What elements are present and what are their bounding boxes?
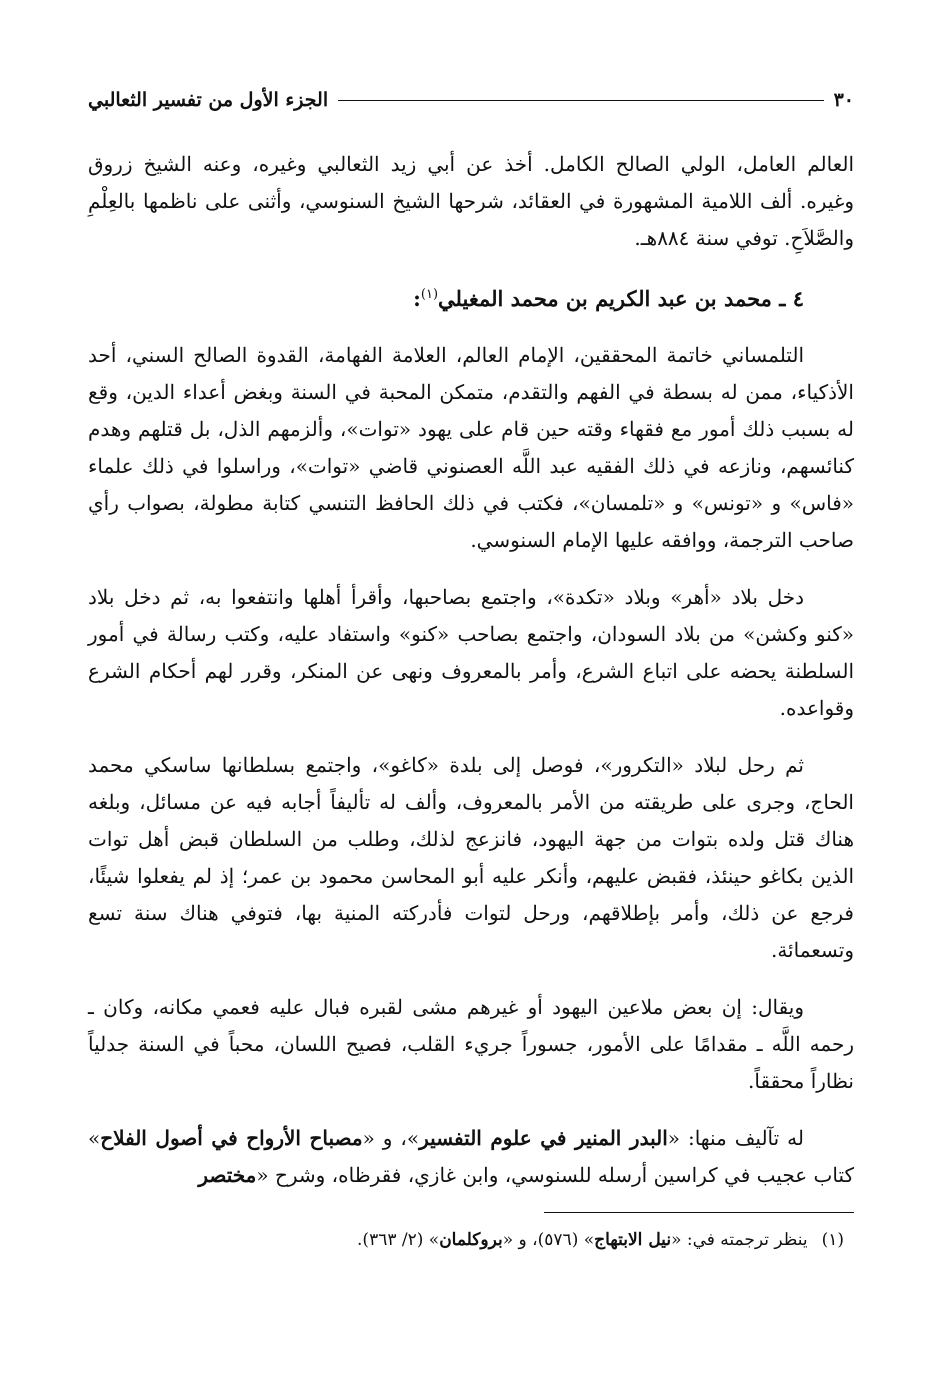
header-rule xyxy=(338,100,823,101)
footnote-mark: (١) xyxy=(821,1230,844,1250)
paragraph-continuation: العالم العامل، الولي الصالح الكامل. أخذ عن أبي زيد الثعالبي وغيره، وعنه الشيخ زروق وغيره. ألف اللامية المشهورة في العقائد، شرحها الشيخ السنوسي، وأثنى على ناظمها بالعِلْمِ والصَّلاَحِ. توفي سنة ٨٨٤هـ. xyxy=(88,152,854,250)
entry-heading-colon: : xyxy=(413,286,421,311)
book-title-misbah: مصباح الأرواح في أصول الفلاح xyxy=(100,1126,363,1150)
footnote-text-a: ينظر ترجمته في: « xyxy=(671,1230,808,1250)
book-page xyxy=(88,82,855,1250)
paragraph-travels: دخل بلاد «أهر» وبلاد «تكدة»، واجتمع بصاحبها، وأقرأ أهلها وانتفعوا به، ثم دخل بلاد «كنو وكشن» من بلاد السودان، واجتمع بصاحب «كنو» واستفاد عليه، وكتب رسالة في أمور السلطنة يحضه على اتباع الشرع، وأمر بالمعروف ونهى عن المنكر، وقرر لهم أحكام الشرع وقواعده. xyxy=(88,585,854,720)
main-text xyxy=(88,146,854,1194)
page-number: ٣٠ xyxy=(833,89,854,111)
paragraph-takrur: ثم رحل لبلاد «التكرور»، فوصل إلى بلدة «كاغو»، واجتمع بسلطانها ساسكي محمد الحاج، وجرى على طريقته من الأمر بالمعروف، وألف له تأليفاً أجابه فيه عن مسائل، وبلغه هناك قتل ولده بتوات من جهة اليهود، فانزعج لذلك، وطلب من السلطان قبض أهل توات الذين بكاغو حينئذ، فقبض عليهم، وأنكر عليه أبو المحاسن محمود بن عمر؛ إذ لم يفعلوا شيئًا، فرجع عن ذلك، وأمر بإطلاقهم، ورحل لتوات فأدركته المنية بها، فتوفي هناك سنة تسع وتسعمائة. xyxy=(88,753,855,962)
works-text-c: » كتاب عجيب في كراسين أرسله للسنوسي، وابن غازي، فقرظاه، وشرح « xyxy=(88,1126,854,1187)
paragraph-legacy: ويقال: إن بعض ملاعين اليهود أو غيرهم مشى لقبره فبال عليه فعمي مكانه، وكان ـ رحمه اللَّه ـ مقدامًا على الأمور، جسوراً جريء القلب، فصيح اللسان، محباً في السنة جدلياً نظاراً محققاً. xyxy=(88,995,854,1093)
paragraph-works xyxy=(88,1120,854,1194)
footnote-text-c: » (٢/ ٣٦٣). xyxy=(357,1230,440,1250)
book-title-mukhtasar: مختصر xyxy=(198,1163,257,1187)
works-text-a: له تآليف منها: « xyxy=(667,1126,804,1150)
footnote-book-nayl: نيل الابتهاج xyxy=(594,1230,672,1250)
running-title: الجزء الأول من تفسير الثعالبي xyxy=(88,89,329,111)
footnote-separator xyxy=(544,1212,854,1213)
paragraph-biography: التلمساني خاتمة المحققين، الإمام العالم، العلامة الفهامة، القدوة الصالح السني، أحد الأذكياء، ممن له بسطة في الفهم والتقدم، متمكن المحبة في السنة وبغض أعداء الدين، وقع له بسبب ذلك أمور مع فقهاء وقته حين قام على يهود «توات»، وألزمهم الذل، بل قتلهم وهدم كنائسهم، ونازعه في ذلك الفقيه عبد اللَّه العصنوني قاضي «توات»، وراسلوا في ذلك علماء «فاس» و «تونس» و «تلمسان»، فكتب في ذلك الحافظ التنسي كتابة مطولة، بصواب رأي صاحب الترجمة، ووافقه عليها الإمام السنوسي. xyxy=(88,343,854,552)
running-header xyxy=(88,82,854,118)
book-title-badr: البدر المنير في علوم التفسير xyxy=(419,1126,668,1150)
footnote-book-brockelmann: بروكلمان xyxy=(439,1230,503,1250)
entry-heading-text: ٤ ـ محمد بن عبد الكريم بن محمد المغيلي xyxy=(438,286,804,311)
works-text-b: »، و « xyxy=(362,1126,420,1150)
entry-heading xyxy=(88,275,854,319)
footnote-reference[interactable]: (١) xyxy=(420,287,439,302)
footnote xyxy=(78,1226,854,1254)
footnote-text-b: » (٥٧٦)، و « xyxy=(502,1230,595,1250)
